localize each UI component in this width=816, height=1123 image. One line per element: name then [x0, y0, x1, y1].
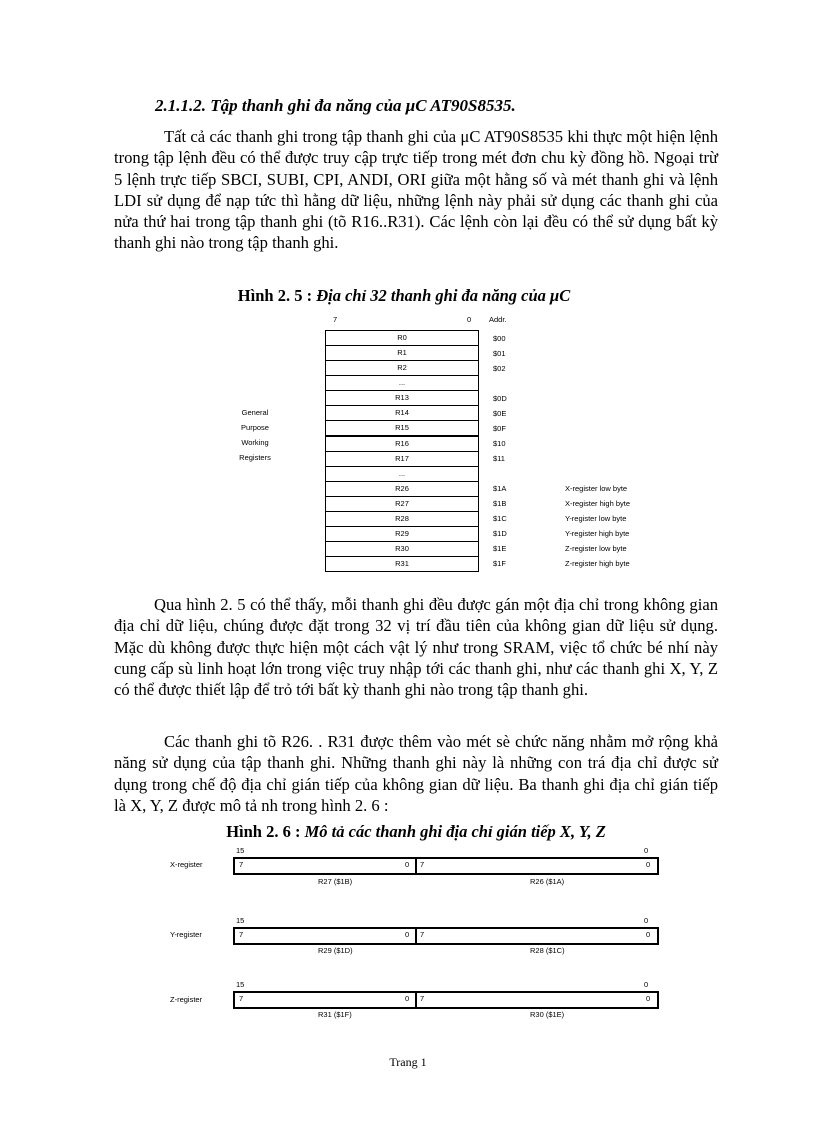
register-bar [233, 991, 659, 1009]
bit-15-label: 15 [236, 846, 245, 855]
group-label: Purpose [241, 423, 269, 432]
register-name: Y-register [170, 930, 202, 939]
lo-byte-bit-0: 0 [646, 994, 651, 1003]
bit-low-label: 0 [467, 315, 472, 324]
register-bar [233, 857, 659, 875]
lo-byte-register: R30 ($1E) [530, 1010, 565, 1019]
register-row: R2 [326, 361, 478, 376]
register-address: $1E [493, 544, 507, 553]
register-row: R17 [326, 452, 478, 467]
group-label: Working [241, 438, 269, 447]
paragraph-1: Tất cả các thanh ghi trong tập thanh ghi của μC AT90S8535 khi thực một hiện lệnh trong tập lệnh đều có thể được truy cập trực tiếp trong mét đơn chu kỳ đồng hồ. Ngoại trừ 5 lệnh trực tiếp SBCI, SUBI, CPI, ANDI, ORI giữa một hằng số và mét thanh ghi và lệnh LDI sử dụng để nạp tức thì hằng dữ liệu, những lệnh này phải sử dụng các thanh ghi của nửa thứ hai trong tập thanh ghi (tõ R16..R31). Các lệnh còn lại đều có thể sử dụng bất kỳ thanh ghi nào trong tập thanh ghi. [114, 127, 718, 253]
register-address: $10 [493, 439, 506, 448]
bit-0-label: 0 [644, 980, 649, 989]
hi-byte-bit-0: 0 [405, 860, 410, 869]
register-note: Y-register low byte [565, 514, 627, 523]
figure-2-5-caption-text: Địa chỉ 32 thanh ghi đa năng của μC [316, 286, 571, 305]
register-address: $1B [493, 499, 507, 508]
register-address: $11 [493, 454, 505, 463]
register-row: R31 [395, 559, 409, 568]
register-note: Z-register low byte [565, 544, 627, 553]
register-row: R1 [326, 346, 478, 361]
register-address: $1A [493, 484, 507, 493]
group-label: General [241, 408, 269, 417]
register-address: $0D [493, 394, 507, 403]
byte-divider [415, 991, 417, 1009]
lo-byte-bit-7: 7 [420, 860, 425, 869]
register-row: R26 [326, 482, 478, 497]
hi-byte-register: R29 ($1D) [318, 946, 353, 955]
hi-byte-register: R27 ($1B) [318, 877, 353, 886]
register-row: R13 [326, 391, 478, 406]
bit-15-label: 15 [236, 916, 245, 925]
register-row: ... [326, 376, 478, 391]
paragraph-2: Qua hình 2. 5 có thể thấy, mỗi thanh ghi đều được gán một địa chỉ trong không gian địa chỉ dữ liệu, chúng được đặt trong 32 vị trí đầu tiên của không gian dữ liệu sử dụng. Mặc dù không được thực hiện một cách vật lý như trong SRAM, việc tổ chức bé nhí này cung cấp sù linh hoạt lớn trong việc truy nhập tới các thanh ghi, như các thanh ghi X, Y, Z có thể được thiết lập để trỏ tới bất kỳ thanh ghi nào trong tập thanh ghi. [114, 595, 718, 700]
register-row: R30 [326, 542, 478, 557]
figure-2-5-caption [0, 286, 812, 306]
register-row: R0 [326, 331, 478, 346]
hi-byte-bit-7: 7 [239, 930, 244, 939]
register-row: ... [326, 467, 478, 482]
register-address: $0E [493, 409, 507, 418]
hi-byte-bit-0: 0 [405, 930, 410, 939]
bit-0-label: 0 [644, 846, 649, 855]
lo-byte-bit-7: 7 [420, 930, 425, 939]
register-address: $1D [493, 529, 507, 538]
register-address: $02 [493, 364, 506, 373]
lo-byte-bit-0: 0 [646, 930, 651, 939]
group-label: Registers [239, 453, 271, 462]
register-note: Y-register high byte [565, 529, 630, 538]
register-row: R29 [326, 527, 478, 542]
hi-byte-bit-7: 7 [239, 994, 244, 1003]
lo-byte-register: R26 ($1A) [530, 877, 565, 886]
paragraph-3: Các thanh ghi tõ R26. . R31 được thêm vào mét sè chức năng nhằm mở rộng khả năng sử dụng của tập thanh ghi. Những thanh ghi này là những con trá địa chỉ được sử dụng trong chế độ địa chỉ gián tiếp của không gian dữ liệu. Ba thanh ghi địa chỉ gián tiếp là X, Y, Z được mô tả nh trong hình 2. 6 : [114, 732, 718, 815]
figure-2-5-caption-prefix: Hình 2. 5 : [237, 286, 317, 305]
byte-divider [415, 857, 417, 875]
register-address: $01 [493, 349, 506, 358]
register-address: $00 [493, 334, 506, 343]
register-row: R15 [326, 421, 478, 437]
figure-2-6-caption-text: Mô tả các thanh ghi địa chỉ gián tiếp X, Y, Z [304, 822, 606, 841]
hi-byte-register: R31 ($1F) [318, 1010, 352, 1019]
register-row: R28 [326, 512, 478, 527]
bit-0-label: 0 [644, 916, 649, 925]
page-footer: Trang 1 [389, 1055, 427, 1069]
lo-byte-register: R28 ($1C) [530, 946, 565, 955]
byte-divider [415, 927, 417, 945]
bit-high-label: 7 [333, 315, 338, 324]
register-address: $1C [493, 514, 507, 523]
bit-15-label: 15 [236, 980, 245, 989]
hi-byte-bit-0: 0 [405, 994, 410, 1003]
register-note: X-register low byte [565, 484, 628, 493]
register-note: X-register high byte [565, 499, 631, 508]
register-address: $0F [493, 424, 506, 433]
register-name: X-register [170, 860, 203, 869]
figure-2-6-caption [8, 822, 816, 842]
register-address: $1F [493, 559, 506, 568]
section-heading: 2.1.1.2. Tập thanh ghi đa năng của μC AT90S8535. [155, 96, 516, 115]
register-row: R27 [326, 497, 478, 512]
register-name: Z-register [170, 995, 203, 1004]
register-row: R16 [326, 437, 478, 452]
register-note: Z-register high byte [565, 559, 630, 568]
lo-byte-bit-7: 7 [420, 994, 425, 1003]
register-bar [233, 927, 659, 945]
register-row: R14 [326, 406, 478, 421]
lo-byte-bit-0: 0 [646, 860, 651, 869]
addr-header: Addr. [489, 315, 507, 324]
hi-byte-bit-7: 7 [239, 860, 244, 869]
figure-2-6-caption-prefix: Hình 2. 6 : [226, 822, 305, 841]
register-table [325, 330, 479, 572]
